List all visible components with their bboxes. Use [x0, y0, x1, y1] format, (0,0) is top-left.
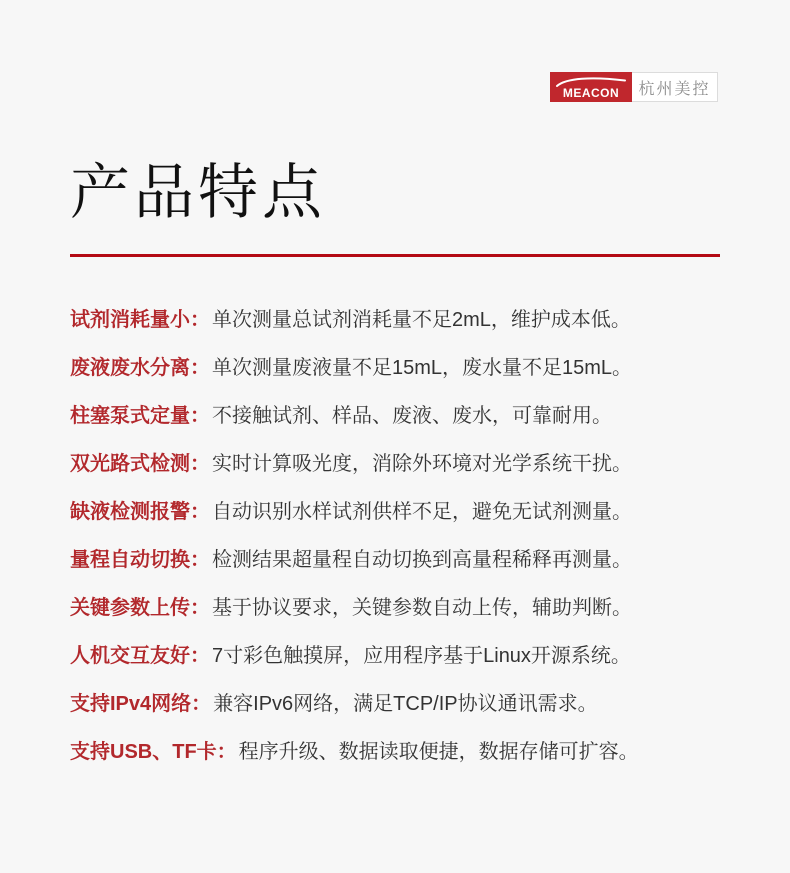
page-title: 产品特点 [70, 159, 326, 226]
feature-description: 7寸彩色触摸屏，应用程序基于Linux开源系统。 [212, 644, 631, 667]
feature-row [70, 629, 720, 677]
feature-row [70, 533, 720, 581]
feature-description: 兼容IPv6网络，满足TCP/IP协议通讯需求。 [213, 692, 598, 715]
feature-description: 单次测量废液量不足15mL，废水量不足15mL。 [212, 356, 633, 379]
feature-label: 人机交互友好： [70, 644, 210, 667]
feature-description: 检测结果超量程自动切换到高量程稀释再测量。 [212, 548, 632, 571]
feature-label: 试剂消耗量小： [70, 308, 210, 331]
feature-label: 量程自动切换： [70, 548, 210, 571]
feature-description: 自动识别水样试剂供样不足，避免无试剂测量。 [212, 500, 632, 523]
feature-description: 程序升级、数据读取便捷，数据存储可扩容。 [238, 740, 639, 763]
feature-row [70, 389, 720, 437]
feature-row [70, 437, 720, 485]
meacon-logo [550, 72, 718, 102]
feature-row [70, 677, 720, 725]
feature-label: 缺液检测报警： [70, 500, 210, 523]
feature-label: 废液废水分离： [70, 356, 210, 379]
feature-description: 单次测量总试剂消耗量不足2mL，维护成本低。 [212, 308, 631, 331]
feature-label: 支持USB、TF卡： [70, 740, 237, 763]
feature-row [70, 725, 720, 773]
feature-label: 关键参数上传： [70, 596, 210, 619]
feature-list [70, 293, 720, 773]
feature-description: 不接触试剂、样品、废液、废水，可靠耐用。 [212, 404, 612, 427]
feature-label: 支持IPv4网络： [70, 692, 212, 715]
feature-row [70, 581, 720, 629]
feature-description: 实时计算吸光度，消除外环境对光学系统干扰。 [212, 452, 632, 475]
brand-name: MEACON [562, 86, 620, 100]
feature-label: 双光路式检测： [70, 452, 210, 475]
feature-row [70, 293, 720, 341]
company-name: 杭州美控 [632, 72, 718, 102]
feature-label: 柱塞泵式定量： [70, 404, 210, 427]
feature-description: 基于协议要求，关键参数自动上传，辅助判断。 [212, 596, 632, 619]
meacon-logo-red-box [550, 72, 632, 102]
feature-row [70, 341, 720, 389]
title-underline [70, 254, 720, 257]
feature-row [70, 485, 720, 533]
